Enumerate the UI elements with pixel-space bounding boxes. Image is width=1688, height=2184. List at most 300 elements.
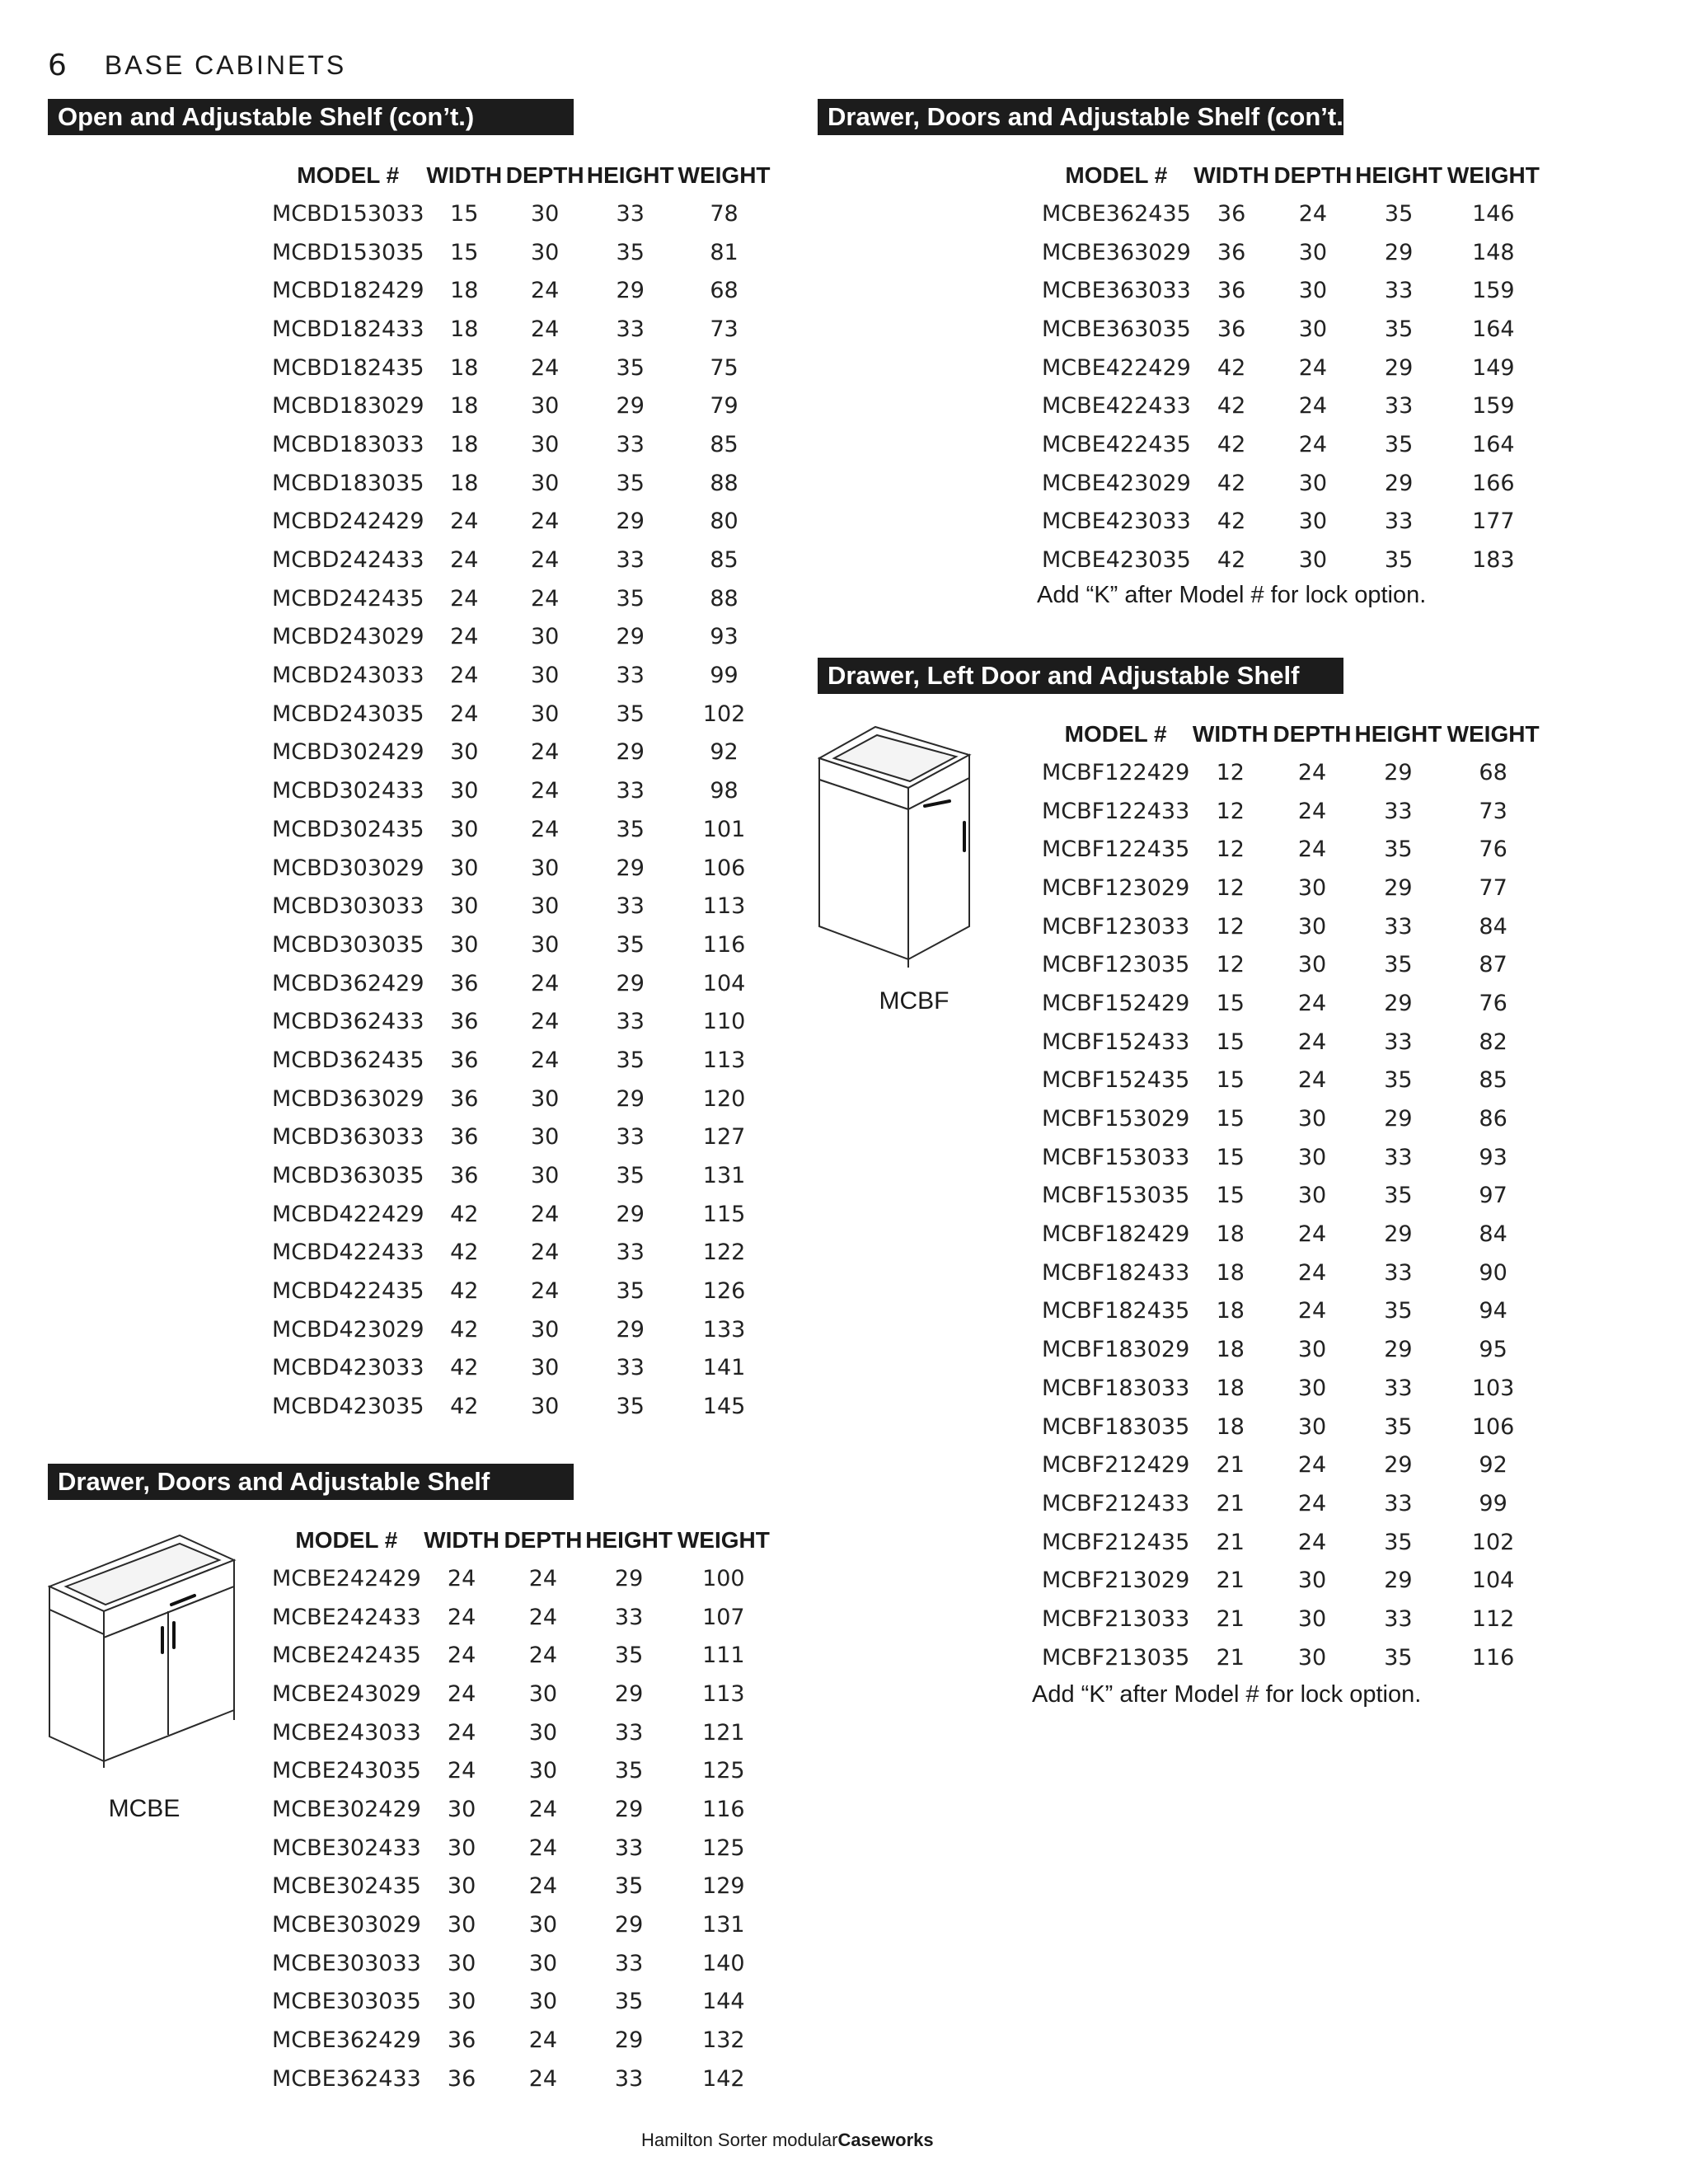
column-header-depth: DEPTH [505, 162, 584, 188]
cell-height: 33 [616, 200, 645, 227]
cell-width: 12 [1216, 759, 1245, 785]
cell-width: 36 [450, 1163, 479, 1189]
cell-weight: 106 [702, 855, 746, 881]
column-header-depth: DEPTH [1273, 162, 1353, 188]
cell-weight: 90 [1479, 1259, 1507, 1286]
table-row [272, 579, 773, 618]
cell-weight: 79 [710, 393, 738, 419]
table-row [1042, 349, 1543, 387]
cell-model: MCBF122429 [1042, 759, 1190, 785]
column-header-weight: WEIGHT [1447, 162, 1540, 188]
cell-width: 30 [450, 739, 479, 766]
table-row [272, 1790, 773, 1829]
cell-height: 29 [616, 1085, 645, 1112]
cell-weight: 86 [1479, 1106, 1507, 1132]
mcbf-cabinet-illustration [818, 720, 974, 968]
cell-weight: 100 [702, 1565, 745, 1591]
cell-height: 29 [1384, 1106, 1413, 1132]
cell-depth: 30 [528, 1719, 558, 1746]
cell-weight: 159 [1472, 393, 1515, 419]
cell-width: 24 [450, 701, 479, 727]
table-row [1042, 1330, 1543, 1369]
cell-weight: 112 [1471, 1605, 1515, 1632]
cell-width: 36 [1217, 278, 1246, 304]
cell-width: 36 [1217, 316, 1246, 342]
cell-height: 29 [1384, 759, 1413, 785]
cell-weight: 95 [1479, 1337, 1507, 1363]
cell-weight: 113 [702, 1047, 746, 1073]
cell-weight: 98 [710, 778, 738, 804]
cell-weight: 82 [1479, 1029, 1507, 1055]
section-title: Drawer, Left Door and Adjustable Shelf [818, 658, 1343, 694]
cell-model: MCBE423033 [1042, 509, 1191, 535]
cell-weight: 131 [702, 1163, 746, 1189]
table-row [272, 695, 773, 733]
cell-width: 36 [450, 1085, 479, 1112]
cell-height: 35 [1384, 1413, 1413, 1440]
table-row [1042, 194, 1543, 233]
cell-height: 33 [616, 431, 645, 457]
cell-width: 42 [1217, 354, 1246, 381]
cell-model: MCBE362429 [272, 2027, 421, 2054]
cell-model: MCBD422435 [272, 1278, 424, 1305]
cell-model: MCBD362433 [272, 1009, 424, 1035]
column-header-height: HEIGHT [1354, 721, 1442, 747]
cell-height: 29 [616, 739, 645, 766]
cell-width: 36 [450, 1047, 479, 1073]
cell-height: 29 [616, 1316, 645, 1343]
cell-height: 29 [1384, 354, 1414, 381]
cell-depth: 24 [1297, 1490, 1327, 1516]
cell-width: 30 [450, 816, 479, 842]
cell-depth: 24 [528, 1643, 558, 1669]
cell-height: 33 [1384, 278, 1414, 304]
column-header-model: MODEL # [1064, 721, 1167, 747]
cell-depth: 24 [531, 278, 560, 304]
mcbe-cabinet-illustration [48, 1529, 237, 1768]
table-row [1042, 1215, 1543, 1254]
cell-model: MCBF183029 [1042, 1337, 1190, 1363]
cell-model: MCBD153033 [272, 200, 424, 227]
cell-model: MCBD183033 [272, 431, 424, 457]
cell-weight: 80 [710, 509, 738, 535]
cell-depth: 30 [531, 1163, 560, 1189]
cell-height: 33 [1384, 393, 1414, 419]
table-row [1042, 464, 1543, 503]
table-row [272, 810, 773, 849]
cell-depth: 30 [528, 1912, 558, 1938]
cell-model: MCBD153035 [272, 239, 424, 265]
cell-height: 29 [616, 624, 645, 650]
cell-model: MCBD242433 [272, 547, 424, 574]
table-row [1042, 984, 1543, 1023]
cell-model: MCBE423029 [1042, 470, 1191, 496]
cell-height: 33 [616, 1009, 645, 1035]
cell-weight: 88 [710, 585, 738, 612]
cell-height: 35 [616, 816, 645, 842]
table-row [272, 233, 773, 272]
cell-depth: 30 [1298, 509, 1328, 535]
cell-weight: 92 [710, 739, 738, 766]
cell-weight: 133 [702, 1316, 746, 1343]
table-row [272, 387, 773, 425]
cell-height: 35 [616, 931, 645, 958]
cell-weight: 93 [710, 624, 738, 650]
cell-model: MCBD303033 [272, 893, 424, 920]
column-header-weight: WEIGHT [677, 1527, 770, 1553]
cell-model: MCBD423033 [272, 1355, 424, 1381]
cell-model: MCBD363035 [272, 1163, 424, 1189]
cell-height: 29 [1384, 1452, 1413, 1479]
cell-model: MCBE422435 [1042, 431, 1191, 457]
cell-width: 18 [450, 354, 479, 381]
cell-height: 33 [614, 2065, 644, 2092]
table-row [272, 503, 773, 541]
cell-height: 35 [1384, 1298, 1413, 1324]
cell-width: 42 [450, 1278, 479, 1305]
spec-table-drawer-doors [272, 1521, 773, 2098]
cell-depth: 24 [528, 2065, 558, 2092]
cell-depth: 24 [528, 1873, 558, 1900]
cell-depth: 30 [1297, 1605, 1327, 1632]
cell-width: 36 [450, 1009, 479, 1035]
cell-height: 29 [1384, 1221, 1413, 1248]
table-row [272, 1272, 773, 1310]
cell-weight: 164 [1472, 316, 1515, 342]
cell-depth: 24 [1297, 1452, 1327, 1479]
cell-weight: 140 [702, 1950, 745, 1976]
cell-height: 33 [1384, 1029, 1413, 1055]
cell-depth: 30 [1297, 1568, 1327, 1594]
cell-model: MCBE303033 [272, 1950, 421, 1976]
table-row [1042, 792, 1543, 831]
cell-model: MCBD182435 [272, 354, 424, 381]
cell-width: 18 [1216, 1221, 1245, 1248]
table-row [272, 349, 773, 387]
cell-depth: 24 [1298, 200, 1328, 227]
cell-height: 29 [616, 278, 645, 304]
cell-weight: 159 [1472, 278, 1515, 304]
cell-height: 33 [1384, 1375, 1413, 1401]
table-row [1042, 233, 1543, 272]
cell-model: MCBE363029 [1042, 239, 1191, 265]
cell-width: 30 [450, 855, 479, 881]
cell-height: 29 [614, 1796, 644, 1822]
table-row [1042, 1138, 1543, 1177]
cell-weight: 164 [1472, 431, 1515, 457]
cell-model: MCBE242433 [272, 1604, 421, 1630]
cell-width: 18 [1216, 1259, 1245, 1286]
cell-weight: 76 [1479, 990, 1507, 1016]
cell-width: 30 [447, 1873, 476, 1900]
column-header-height: HEIGHT [1355, 162, 1442, 188]
cell-depth: 30 [531, 470, 560, 496]
cell-model: MCBE422429 [1042, 354, 1191, 381]
cell-model: MCBF122433 [1042, 798, 1190, 824]
cell-depth: 30 [531, 701, 560, 727]
cell-weight: 84 [1479, 913, 1507, 940]
table-row [272, 1636, 773, 1675]
cell-height: 35 [616, 1278, 645, 1305]
table-row [272, 926, 773, 964]
cell-depth: 24 [531, 1278, 560, 1305]
cell-weight: 77 [1479, 874, 1507, 901]
section-title: Drawer, Doors and Adjustable Shelf (con’t.) [818, 99, 1343, 135]
cell-width: 15 [1216, 1067, 1245, 1094]
cell-weight: 94 [1479, 1298, 1507, 1324]
cell-depth: 24 [531, 1240, 560, 1266]
cell-model: MCBD183029 [272, 393, 424, 419]
cell-model: MCBF123035 [1042, 952, 1190, 978]
cell-depth: 30 [531, 1394, 560, 1420]
cell-model: MCBE302435 [272, 1873, 421, 1900]
cell-depth: 30 [1298, 316, 1328, 342]
cell-depth: 24 [528, 2027, 558, 2054]
cell-depth: 30 [531, 393, 560, 419]
cell-depth: 24 [531, 509, 560, 535]
cell-weight: 148 [1472, 239, 1515, 265]
cell-depth: 30 [531, 239, 560, 265]
cell-model: MCBE423035 [1042, 547, 1191, 574]
table-row [272, 1559, 773, 1598]
cell-height: 33 [1384, 913, 1413, 940]
cell-height: 29 [1384, 470, 1414, 496]
cell-weight: 102 [702, 701, 746, 727]
cell-weight: 93 [1479, 1144, 1507, 1170]
cell-depth: 30 [1298, 239, 1328, 265]
cell-weight: 116 [702, 931, 746, 958]
cell-weight: 81 [710, 239, 738, 265]
cell-depth: 24 [1297, 759, 1327, 785]
table-row [272, 271, 773, 310]
cell-width: 15 [1216, 990, 1245, 1016]
table-row [272, 656, 773, 695]
cell-depth: 30 [528, 1758, 558, 1784]
cell-depth: 24 [1298, 354, 1328, 381]
cell-width: 42 [450, 1355, 479, 1381]
cell-model: MCBD182433 [272, 316, 424, 342]
cell-weight: 113 [702, 893, 746, 920]
column-header-width: WIDTH [426, 162, 503, 188]
cell-height: 35 [1384, 837, 1413, 863]
cell-depth: 24 [1297, 798, 1327, 824]
cell-weight: 78 [710, 200, 738, 227]
table-row [272, 1751, 773, 1790]
table-row [272, 733, 773, 772]
cell-model: MCBF212435 [1042, 1529, 1190, 1555]
table-row [272, 887, 773, 926]
cell-weight: 99 [1479, 1490, 1507, 1516]
cell-height: 35 [1384, 547, 1414, 574]
cell-height: 35 [1384, 1529, 1413, 1555]
cell-model: MCBD183035 [272, 470, 424, 496]
cell-depth: 30 [531, 624, 560, 650]
column-header-depth: DEPTH [1273, 721, 1352, 747]
cell-weight: 132 [702, 2027, 745, 2054]
cell-width: 21 [1216, 1529, 1245, 1555]
cell-depth: 30 [528, 1989, 558, 2015]
cell-width: 36 [447, 2027, 476, 2054]
cell-width: 42 [1217, 509, 1246, 535]
cell-weight: 125 [702, 1835, 745, 1861]
cell-width: 15 [450, 200, 479, 227]
cell-depth: 24 [531, 316, 560, 342]
cell-height: 29 [614, 1912, 644, 1938]
cell-height: 35 [616, 1394, 645, 1420]
cell-width: 12 [1216, 874, 1245, 901]
cell-weight: 116 [1471, 1644, 1515, 1671]
cell-height: 33 [1384, 798, 1413, 824]
column-header-model: MODEL # [297, 162, 400, 188]
cell-weight: 87 [1479, 952, 1507, 978]
cell-depth: 24 [531, 354, 560, 381]
table-row [272, 771, 773, 810]
cell-depth: 30 [1297, 1375, 1327, 1401]
cell-width: 15 [1216, 1144, 1245, 1170]
cell-model: MCBF213033 [1042, 1605, 1190, 1632]
cell-model: MCBD243029 [272, 624, 424, 650]
cell-weight: 68 [710, 278, 738, 304]
cell-width: 24 [447, 1565, 476, 1591]
cell-weight: 122 [702, 1240, 746, 1266]
section-title: Drawer, Doors and Adjustable Shelf [48, 1464, 574, 1500]
cell-height: 33 [1384, 1144, 1413, 1170]
page-header [48, 45, 346, 86]
cell-width: 18 [450, 431, 479, 457]
cell-weight: 177 [1472, 509, 1515, 535]
cell-weight: 103 [1471, 1375, 1515, 1401]
cell-depth: 30 [531, 200, 560, 227]
cell-width: 21 [1216, 1452, 1245, 1479]
cell-depth: 30 [528, 1950, 558, 1976]
table-row [272, 1983, 773, 2022]
cell-model: MCBE303035 [272, 1989, 421, 2015]
cell-height: 33 [614, 1604, 644, 1630]
table-row [272, 1195, 773, 1234]
cell-width: 12 [1216, 837, 1245, 863]
table-row [1042, 503, 1543, 541]
cell-model: MCBE363033 [1042, 278, 1191, 304]
cell-height: 29 [616, 970, 645, 996]
table-row [1042, 1177, 1543, 1216]
table-row [1042, 1062, 1543, 1100]
cell-height: 29 [614, 1680, 644, 1707]
cell-model: MCBF123029 [1042, 874, 1190, 901]
cell-height: 35 [1384, 316, 1414, 342]
page-title: BASE CABINETS [104, 49, 347, 80]
cell-width: 30 [447, 1989, 476, 2015]
cell-width: 24 [447, 1604, 476, 1630]
cell-depth: 24 [531, 585, 560, 612]
table-header-row [272, 1521, 773, 1559]
cell-width: 30 [447, 1950, 476, 1976]
footer-brand: Hamilton Sorter modular [641, 2130, 838, 2150]
cell-weight: 120 [702, 1085, 746, 1112]
cell-height: 29 [616, 1201, 645, 1227]
cell-height: 33 [1384, 509, 1414, 535]
cell-weight: 126 [702, 1278, 746, 1305]
cell-weight: 145 [702, 1394, 746, 1420]
column-header-model: MODEL # [1065, 162, 1168, 188]
cell-width: 42 [450, 1240, 479, 1266]
cell-height: 29 [1384, 239, 1414, 265]
cell-depth: 30 [1297, 1337, 1327, 1363]
cell-depth: 30 [528, 1680, 558, 1707]
cell-height: 35 [614, 1758, 644, 1784]
table-row [272, 1041, 773, 1080]
cell-model: MCBF212433 [1042, 1490, 1190, 1516]
cell-height: 29 [1384, 1568, 1413, 1594]
cell-height: 35 [616, 1163, 645, 1189]
cell-depth: 30 [1297, 1144, 1327, 1170]
column-header-height: HEIGHT [586, 162, 674, 188]
cell-width: 30 [450, 778, 479, 804]
cell-depth: 30 [1297, 913, 1327, 940]
cell-height: 35 [1384, 431, 1414, 457]
cell-weight: 104 [1471, 1568, 1515, 1594]
cell-depth: 24 [1297, 1067, 1327, 1094]
section-title: Open and Adjustable Shelf (con’t.) [48, 99, 574, 135]
cell-model: MCBF152433 [1042, 1029, 1190, 1055]
cell-model: MCBF152435 [1042, 1067, 1190, 1094]
cell-model: MCBF153033 [1042, 1144, 1190, 1170]
cell-depth: 24 [1298, 431, 1328, 457]
cell-depth: 24 [531, 739, 560, 766]
cell-weight: 113 [702, 1680, 745, 1707]
cell-depth: 24 [528, 1565, 558, 1591]
table-row [272, 618, 773, 657]
footer-product: Caseworks [837, 2130, 934, 2150]
table-row [1042, 1023, 1543, 1062]
cell-width: 24 [450, 663, 479, 689]
cell-height: 35 [616, 701, 645, 727]
cell-model: MCBE363035 [1042, 316, 1191, 342]
cell-model: MCBF213035 [1042, 1644, 1190, 1671]
cell-depth: 30 [1297, 1106, 1327, 1132]
spec-table-drawer-doors-cont [1042, 157, 1543, 579]
cell-depth: 30 [531, 931, 560, 958]
cell-width: 30 [447, 1796, 476, 1822]
cell-width: 24 [447, 1758, 476, 1784]
cell-weight: 104 [702, 970, 746, 996]
cell-model: MCBE362435 [1042, 200, 1191, 227]
table-row [272, 1349, 773, 1388]
cell-model: MCBE243029 [272, 1680, 421, 1707]
spec-table-drawer-left-door [1042, 715, 1543, 1677]
table-row [272, 1118, 773, 1157]
column-header-depth: DEPTH [504, 1527, 583, 1553]
cell-height: 33 [616, 1124, 645, 1151]
cell-width: 24 [450, 509, 479, 535]
cell-weight: 97 [1479, 1183, 1507, 1209]
cell-weight: 106 [1471, 1413, 1515, 1440]
cell-weight: 125 [702, 1758, 745, 1784]
cell-weight: 107 [702, 1604, 745, 1630]
cell-depth: 30 [531, 663, 560, 689]
cell-height: 29 [616, 509, 645, 535]
cell-depth: 24 [531, 547, 560, 574]
cell-width: 24 [450, 585, 479, 612]
cell-weight: 73 [1479, 798, 1507, 824]
cell-weight: 129 [702, 1873, 745, 1900]
cell-width: 24 [450, 547, 479, 574]
table-row [272, 849, 773, 888]
cell-model: MCBF123033 [1042, 913, 1190, 940]
table-row [1042, 1408, 1543, 1446]
cell-width: 18 [450, 278, 479, 304]
table-row [1042, 1446, 1543, 1484]
column-header-height: HEIGHT [585, 1527, 673, 1553]
